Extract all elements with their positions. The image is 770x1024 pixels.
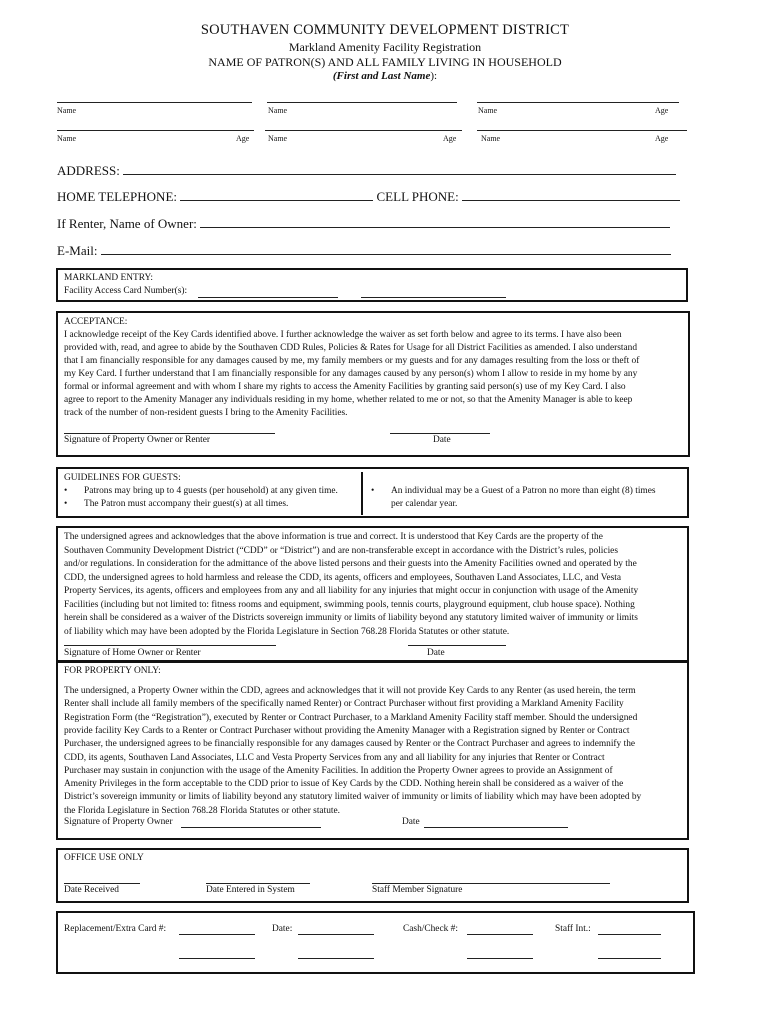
waiver-date-label: Date <box>427 648 445 658</box>
name-label-3: Name <box>478 106 498 115</box>
waiver-text-line: Southaven Community Development District (“CDD” or “District”) and are non-transferable except in accordance with the District’s rules, policies <box>64 545 618 556</box>
name-field-5[interactable] <box>265 130 462 131</box>
cell-phone-field[interactable] <box>462 188 680 201</box>
acceptance-title: ACCEPTANCE: <box>64 317 128 327</box>
waiver-signature-label: Signature of Home Owner or Renter <box>64 648 201 658</box>
acceptance-text-line: that I am financially responsible for any damages caused by me, my family members or my guests and for any damages resulting from the loss or theft of <box>64 356 640 366</box>
waiver-text-line: Facilities (including but not limited to: fitness rooms and equipment, swimming pools, tennis courts, playground equipment, club house space). Nothing <box>64 599 635 610</box>
form-title: Markland Amenity Facility Registration <box>288 40 482 54</box>
age-label-3: Age <box>655 106 669 115</box>
acceptance-text-line: my Key Card. I further understand that I am financially responsible for any damages caused by any person(s) whom I allow to reside in my home by any <box>64 369 638 379</box>
name-label-6: Name <box>481 134 501 143</box>
waiver-text-line: Property Services, its agents, officers and employees from any and all liability for any injuries that might occur in conjunction with usage of the Amenity <box>64 586 639 596</box>
entry-title: MARKLAND ENTRY: <box>64 273 153 283</box>
acceptance-box <box>56 311 690 457</box>
property-text-line: Purchaser, the undersigned agrees to be financially responsible for any damages caused by Renter or the Contract Purchaser and agrees to indemnify the <box>64 739 636 750</box>
names-hint-suffix: ): <box>430 70 438 82</box>
staff-signature-label: Staff Member Signature <box>372 885 463 895</box>
guideline-item-3-line-2: per calendar year. <box>391 499 458 509</box>
card-number-label: Facility Access Card Number(s): <box>64 286 188 296</box>
name-field-4[interactable] <box>57 130 254 131</box>
name-label-5: Name <box>268 134 288 143</box>
age-label-5: Age <box>443 134 457 143</box>
email-label: E-Mail: <box>57 243 98 258</box>
acceptance-text-line: I acknowledge receipt of the Key Cards identified above. I further acknowledge the waiver as set forth below and agree to its terms. I have also been <box>64 330 622 340</box>
property-owner-box <box>56 660 689 840</box>
office-title: OFFICE USE ONLY <box>64 853 144 863</box>
name-field-1[interactable] <box>57 102 252 103</box>
email-field[interactable] <box>101 242 671 255</box>
property-text-line: CDD, its agents, Southaven Land Associates, LLC and Vesta Property Services from any and all liability for any injuries that Renter or Contract <box>64 752 605 763</box>
date-entered-label: Date Entered in System <box>206 885 295 895</box>
acceptance-text-line: formal or informal agreement and with whom I share my rights to access the Amenity Facilities by granting said person(s) use of my Key Card. I also <box>64 382 626 392</box>
waiver-signature-field[interactable] <box>64 645 276 646</box>
name-label-4: Name <box>57 134 77 143</box>
waiver-text-line: and/or regulations. In consideration for the admittance of the above listed persons and their guests into the Amenity Facilities owned and operated by the <box>64 559 637 569</box>
replacement-card-field-2[interactable] <box>179 958 255 959</box>
guideline-item-3-line-1: • An individual may be a Guest of a Patron no more than eight (8) times <box>391 485 656 498</box>
guidelines-title: GUIDELINES FOR GUESTS: <box>64 473 181 483</box>
guideline-item-1: • Patrons may bring up to 4 guests (per household) at any given time. <box>84 485 338 498</box>
property-date-field[interactable] <box>424 827 568 828</box>
card-number-field-1[interactable] <box>198 297 338 298</box>
address-row <box>57 162 676 179</box>
property-signature-field[interactable] <box>181 827 321 828</box>
cell-phone-label: CELL PHONE: <box>376 189 459 204</box>
card-number-field-2[interactable] <box>361 297 506 298</box>
waiver-text-line: The undersigned agrees and acknowledges that the above information is true and correct. It is understood that Key Cards are the property of the <box>64 532 603 542</box>
names-hint-text: (First and Last Name <box>332 70 431 82</box>
staff-initials-field-2[interactable] <box>598 958 661 959</box>
acceptance-text-line: agree to report to the Amenity Manager any individuals residing in my home, whether related to me or not, so that the Amenity Manager is able to keep <box>64 395 633 405</box>
renter-owner-label: If Renter, Name of Owner: <box>57 216 197 231</box>
property-text-line: Amenity Privileges in the form acceptable to the CDD prior to issue of Key Cards by the CDD. Nothing herein shall be considered as a waiver of the <box>64 779 624 790</box>
waiver-text-line: herein shall be considered as a waiver of the Districts sovereign immunity or limits of liability beyond any statutory limited waiver of immunity or limits <box>64 613 638 623</box>
acceptance-text-line: provided with, read, and agree to abide by the Southaven CDD Rules, Policies & Rates for Usage for all District Facilities as amended. I also understand <box>64 343 638 353</box>
waiver-text-line: CDD, the undersigned agrees to hold harmless and release the CDD, its agents, officers and employees, Southaven Land Associates, LLC, and Vesta <box>64 572 622 583</box>
phone-row <box>57 188 680 205</box>
cash-check-field[interactable] <box>467 934 533 935</box>
property-text-line: the Florida Legislature in Section 768.28 Florida Statutes or other statute. <box>64 805 340 816</box>
property-date-label: Date <box>402 817 420 827</box>
property-title: FOR PROPERTY ONLY: <box>64 666 161 676</box>
property-text-line: District’s sovereign immunity or limits of liability beyond any statutory limited waiver of immunity or limits of liability which may have been adopted by <box>64 792 642 803</box>
cash-check-field-2[interactable] <box>467 958 533 959</box>
replacement-date-field[interactable] <box>298 934 374 935</box>
home-phone-field[interactable] <box>180 188 373 201</box>
renter-owner-field[interactable] <box>200 215 670 228</box>
name-label-1: Name <box>57 106 77 115</box>
name-field-2[interactable] <box>267 102 457 103</box>
age-label-6: Age <box>655 134 669 143</box>
replacement-card-label: Replacement/Extra Card #: <box>64 924 167 934</box>
acceptance-text-line: track of the number of non-resident guests I bring to the Amenity Facilities. <box>64 408 348 418</box>
home-phone-label: HOME TELEPHONE: <box>57 189 178 204</box>
name-field-3[interactable] <box>477 102 679 103</box>
replacement-date-label: Date: <box>272 924 293 934</box>
address-label: ADDRESS: <box>57 163 120 178</box>
names-hint <box>0 70 770 82</box>
replacement-card-field[interactable] <box>179 934 255 935</box>
cash-check-label: Cash/Check #: <box>403 924 458 934</box>
age-label-4: Age <box>236 134 250 143</box>
property-text-line: Renter shall include all family members of the specifically named Renter) or Contract Purchaser without first providing a Markland Amenity Facility <box>64 699 624 710</box>
guideline-item-2: • The Patron must accompany their guest(s) at all times. <box>84 498 288 511</box>
address-field[interactable] <box>123 162 676 175</box>
staff-initials-field[interactable] <box>598 934 661 935</box>
property-text-line: Purchaser may sustain in conjunction with the usage of the Amenity Facilities. In addition the Property Owner agrees to provide an Assignment of <box>64 765 613 776</box>
acceptance-date-label: Date <box>433 435 451 445</box>
name-field-6[interactable] <box>477 130 687 131</box>
guidelines-divider <box>361 472 363 515</box>
waiver-box <box>56 526 689 663</box>
property-text-line: The undersigned, a Property Owner within the CDD, agrees and acknowledges that it will not provide Key Cards to any Renter (as used herein, the term <box>64 686 636 696</box>
name-label-2: Name <box>268 106 288 115</box>
waiver-text-line: of liability which may have been adopted by the Florida Legislature in Section 768.28 Florida Statutes or other statute. <box>64 626 510 637</box>
replacement-date-field-2[interactable] <box>298 958 374 959</box>
waiver-date-field[interactable] <box>408 645 506 646</box>
property-text-line: provide facility Key Cards to a Renter or Contract Purchaser without providing the Amenity Manager with a Registration signed by Renter or Contract <box>64 725 630 736</box>
replacement-card-box <box>56 911 695 974</box>
acceptance-signature-label: Signature of Property Owner or Renter <box>64 435 211 445</box>
guidelines-box <box>56 467 689 518</box>
district-title: SOUTHAVEN COMMUNITY DEVELOPMENT DISTRICT <box>200 22 570 38</box>
date-received-label: Date Received <box>64 885 119 895</box>
renter-row <box>57 215 670 232</box>
office-use-box <box>56 848 689 903</box>
markland-entry-box <box>56 268 688 302</box>
property-text-line: Registration Form (the “Registration”), executed by Renter or Contract Purchaser, to a Markland Amenity Facility staff member. Should the undersigned <box>64 712 638 723</box>
property-signature-label: Signature of Property Owner <box>64 817 173 827</box>
email-row <box>57 242 671 259</box>
staff-initials-label: Staff Int.: <box>555 924 591 934</box>
names-heading: NAME OF PATRON(S) AND ALL FAMILY LIVING IN HOUSEHOLD <box>208 55 562 69</box>
